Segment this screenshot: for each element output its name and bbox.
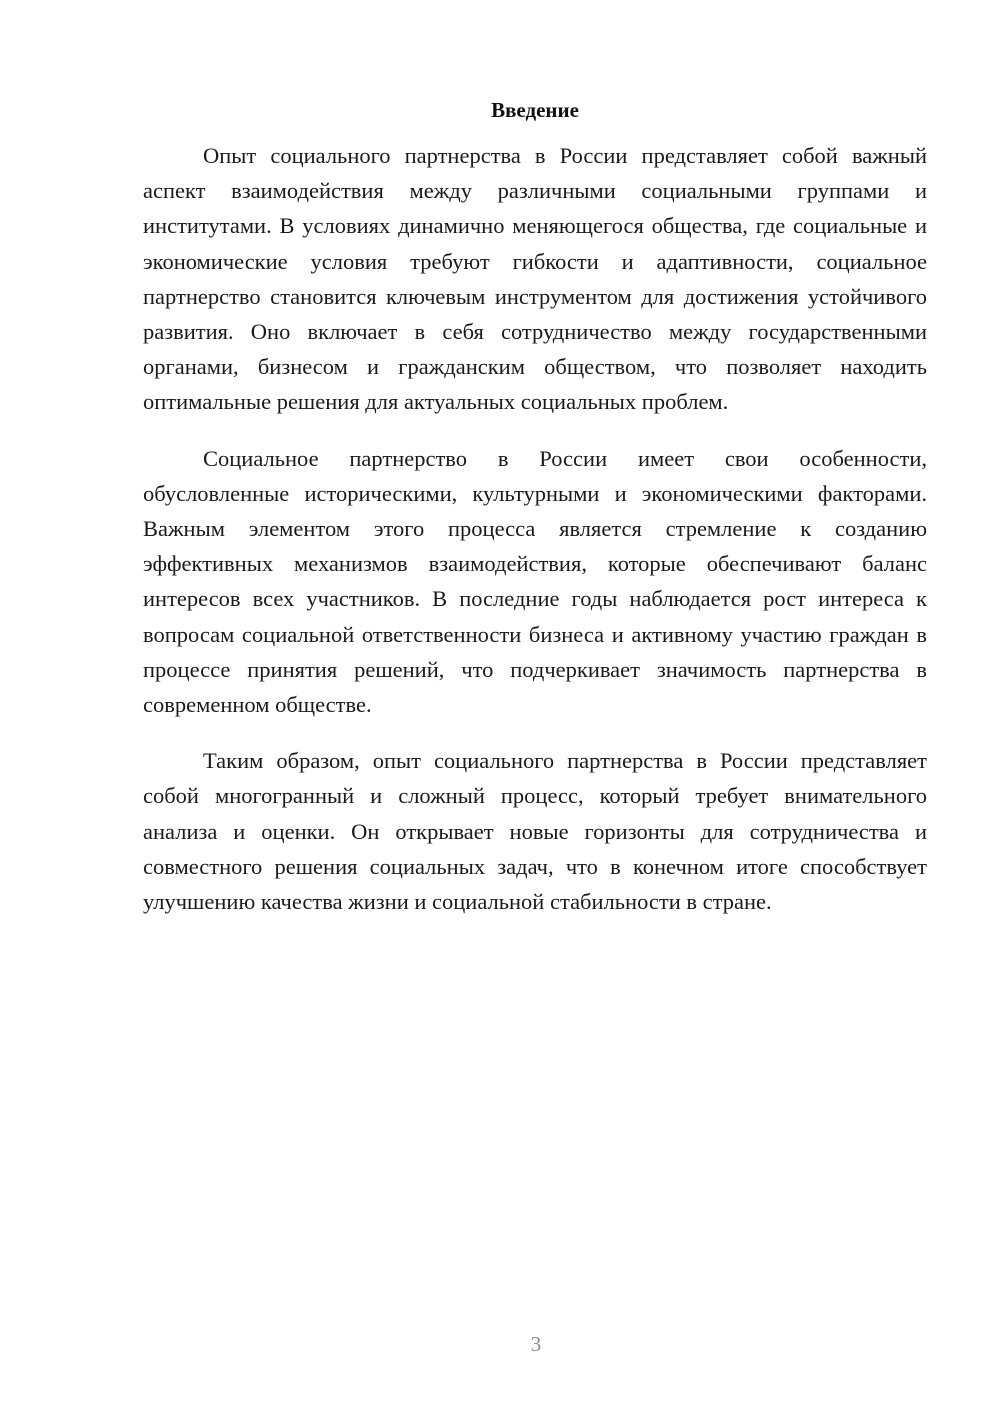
paragraph-3: Таким образом, опыт социального партнерства в России представляет собой многогранный и сложный процесс, который требует внимательного анализа и оценки. Он открывает новые горизонты для сотрудничества и совместного решения социальных задач, что в конечном итоге способствует улучшению качества жизни и социальной стабильности в стране.	[143, 748, 927, 915]
paragraph-2: Социальное партнерство в России имеет свои особенности, обусловленные историческими, культурными и экономическими факторами. Важным элементом этого процесса является стремление к созданию эффективных механизмов взаимодействия, которые обеспечивают баланс интересов всех участников. В последние годы наблюдается рост интереса к вопросам социальной ответственности бизнеса и активному участию граждан в процессе принятия решений, что подчеркивает значимость партнерства в современном обществе.	[143, 445, 927, 718]
paragraph-1: Опыт социального партнерства в России представляет собой важный аспект взаимодействия между различными социальными группами и институтами. В условиях динамично меняющегося общества, где социальные и экономические условия требуют гибкости и адаптивности, социальное партнерство становится ключевым инструментом для достижения устойчивого развития. Оно включает в себя сотрудничество между государственными органами, бизнесом и гражданским обществом, что позволяет находить оптимальные решения для актуальных социальных проблем.	[143, 143, 927, 415]
page-content	[143, 92, 927, 940]
page-title: Введение	[491, 98, 579, 122]
page-number: 3	[530, 1332, 542, 1356]
